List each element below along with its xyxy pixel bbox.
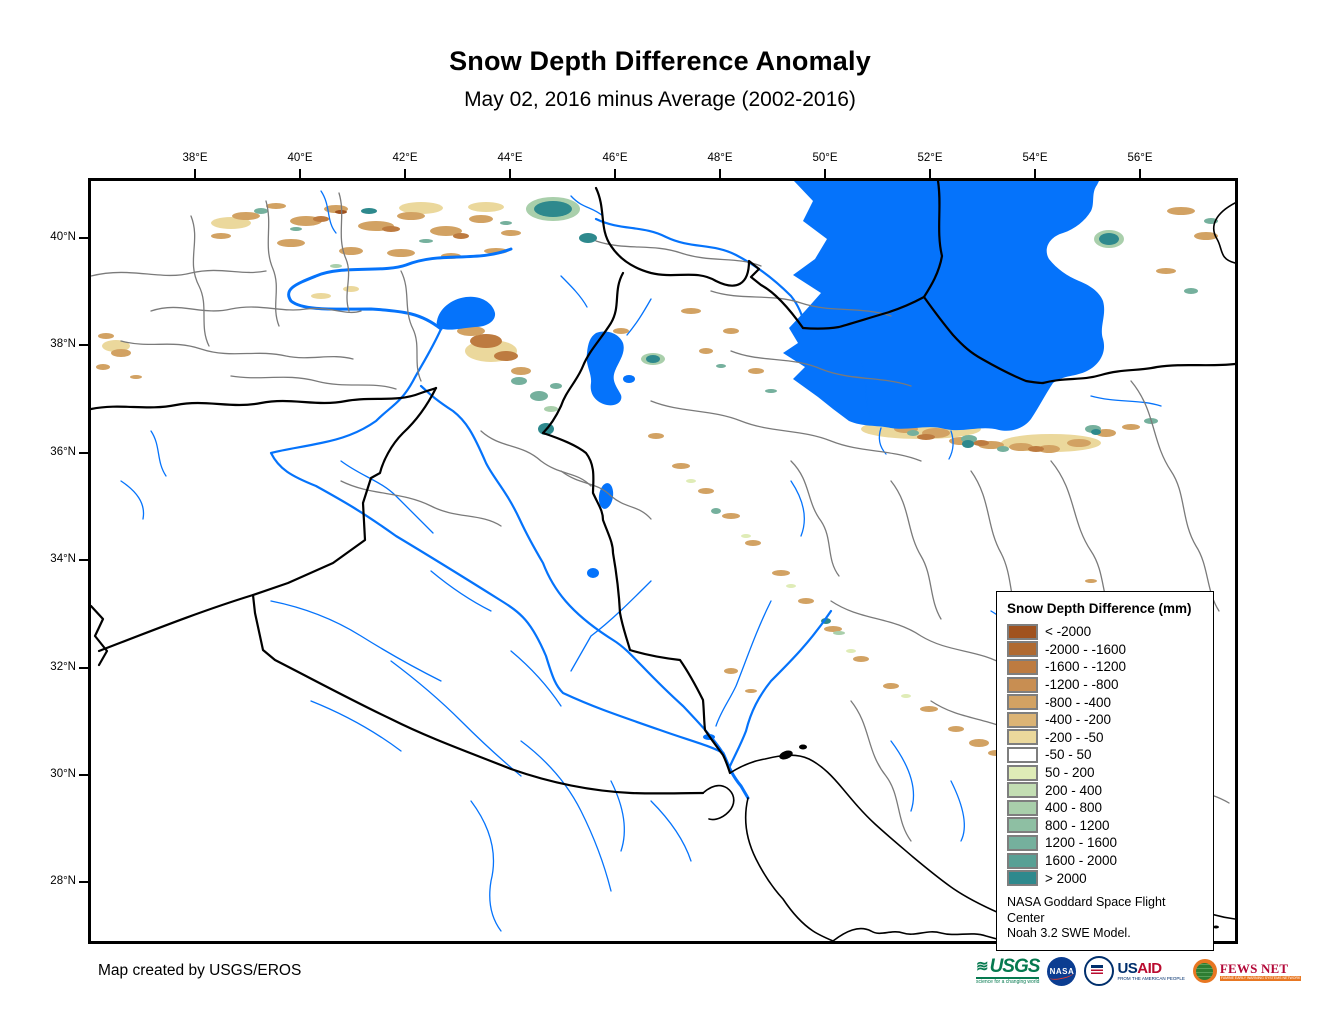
lake-razzaza — [587, 568, 599, 578]
legend-label: -800 - -400 — [1045, 694, 1112, 710]
map-title: Snow Depth Difference Anomaly — [449, 46, 871, 76]
legend-row — [1007, 764, 1203, 782]
top-axis-tick — [404, 169, 406, 178]
legend-row — [1007, 852, 1203, 870]
top-axis-tick — [719, 169, 721, 178]
legend-row — [1007, 746, 1203, 764]
legend-swatch — [1007, 835, 1038, 851]
usaid-text-aid: AID — [1137, 959, 1162, 977]
top-axis-tick — [614, 169, 616, 178]
legend-row — [1007, 729, 1203, 747]
top-axis-label: 44°E — [497, 152, 523, 164]
top-axis-tick — [824, 169, 826, 178]
legend-row — [1007, 623, 1203, 641]
legend-label: 200 - 400 — [1045, 782, 1103, 798]
legend-label: -2000 - -1600 — [1045, 641, 1127, 657]
top-axis-tick — [194, 169, 196, 178]
top-axis-label: 50°E — [812, 152, 838, 164]
top-axis-label: 40°E — [287, 152, 313, 164]
left-axis-label: 32°N — [50, 660, 76, 673]
legend-row — [1007, 817, 1203, 835]
legend-label: -400 - -200 — [1045, 712, 1112, 728]
legend-swatch — [1007, 747, 1038, 763]
legend-note-line2: Noah 3.2 SWE Model. — [1007, 926, 1131, 941]
left-axis-label: 40°N — [50, 231, 76, 243]
left-axis-tick — [79, 667, 88, 669]
left-axis-tick — [79, 774, 88, 776]
fews-tagline: FAMINE EARLY WARNING SYSTEMS NETWORK — [1220, 975, 1301, 980]
legend-swatch — [1007, 765, 1038, 781]
top-axis-label: 38°E — [182, 152, 208, 164]
legend-swatch — [1007, 782, 1038, 798]
usgs-logo-text: USGS — [989, 956, 1040, 977]
legend-note — [1007, 895, 1203, 942]
usaid-seal-icon — [1084, 956, 1114, 986]
legend-label: -1600 - -1200 — [1045, 659, 1127, 675]
legend-row — [1007, 781, 1203, 799]
top-axis-label: 56°E — [1127, 152, 1153, 164]
legend-swatch — [1007, 641, 1038, 657]
legend-row — [1007, 869, 1203, 887]
legend-row — [1007, 676, 1203, 694]
usgs-logo — [976, 957, 1039, 985]
legend-row — [1007, 641, 1203, 659]
top-axis-label: 52°E — [917, 152, 943, 164]
legend-swatch — [1007, 729, 1038, 745]
legend-swatch — [1007, 694, 1038, 710]
lake-urmia — [587, 331, 624, 405]
legend-swatch — [1007, 677, 1038, 693]
legend-note-line1: NASA Goddard Space Flight Center — [1007, 894, 1166, 925]
legend-swatch — [1007, 870, 1038, 886]
left-axis-tick — [79, 452, 88, 454]
legend-row — [1007, 693, 1203, 711]
lake-east-appendage — [623, 375, 635, 383]
legend-label: 1600 - 2000 — [1045, 853, 1118, 869]
top-axis-tick — [929, 169, 931, 178]
legend — [996, 591, 1214, 951]
top-axis-tick — [1034, 169, 1036, 178]
map-frame — [88, 178, 1238, 944]
usaid-logo — [1084, 956, 1184, 986]
usaid-text-us: US — [1117, 959, 1138, 977]
usgs-tagline: science for a changing world — [976, 979, 1040, 985]
top-axis-label: 54°E — [1022, 152, 1048, 164]
legend-swatch — [1007, 800, 1038, 816]
legend-label: -1200 - -800 — [1045, 677, 1119, 693]
left-axis-tick — [79, 559, 88, 561]
logos — [976, 951, 1301, 991]
legend-row — [1007, 711, 1203, 729]
nasa-logo — [1047, 957, 1076, 986]
top-axis-label: 48°E — [707, 152, 733, 164]
legend-swatch — [1007, 817, 1038, 833]
legend-rows — [1007, 623, 1203, 887]
legend-swatch — [1007, 712, 1038, 728]
caspian-sea — [783, 181, 1104, 431]
legend-row — [1007, 834, 1203, 852]
usaid-tagline: FROM THE AMERICAN PEOPLE — [1117, 976, 1185, 981]
legend-title: Snow Depth Difference (mm) — [1007, 601, 1192, 616]
nasa-logo-text: NASA — [1049, 966, 1075, 976]
map-subtitle: May 02, 2016 minus Average (2002-2016) — [464, 88, 856, 111]
legend-row — [1007, 799, 1203, 817]
legend-label: 800 - 1200 — [1045, 817, 1110, 833]
legend-label: 400 - 800 — [1045, 800, 1103, 816]
legend-swatch — [1007, 659, 1038, 675]
legend-swatch — [1007, 624, 1038, 640]
left-axis-tick — [79, 344, 88, 346]
legend-label: < -2000 — [1045, 624, 1092, 640]
legend-label: 50 - 200 — [1045, 765, 1095, 781]
fews-globe-icon — [1193, 959, 1217, 983]
top-axis-label: 42°E — [392, 152, 418, 164]
fews-net-logo — [1193, 959, 1301, 983]
top-axis-tick — [299, 169, 301, 178]
left-axis-label: 36°N — [50, 445, 76, 458]
top-axis-tick — [509, 169, 511, 178]
legend-label: > 2000 — [1045, 870, 1087, 886]
left-axis-label: 34°N — [50, 553, 76, 566]
legend-label: -200 - -50 — [1045, 729, 1104, 745]
legend-row — [1007, 658, 1203, 676]
map-credit: Map created by USGS/EROS — [98, 962, 302, 979]
left-axis-label: 30°N — [50, 768, 76, 780]
left-axis-label: 28°N — [50, 875, 76, 888]
left-axis-label: 38°N — [50, 338, 76, 351]
lake-van — [437, 297, 495, 330]
legend-label: -50 - 50 — [1045, 747, 1092, 763]
legend-label: 1200 - 1600 — [1045, 835, 1118, 851]
top-axis-tick — [1139, 169, 1141, 178]
usgs-wave-icon: ≋ — [976, 958, 989, 975]
legend-swatch — [1007, 853, 1038, 869]
top-axis-label: 46°E — [602, 152, 628, 164]
fews-logo-text: FEWS NET — [1219, 960, 1289, 976]
left-axis-tick — [79, 881, 88, 883]
left-axis-tick — [79, 237, 88, 239]
